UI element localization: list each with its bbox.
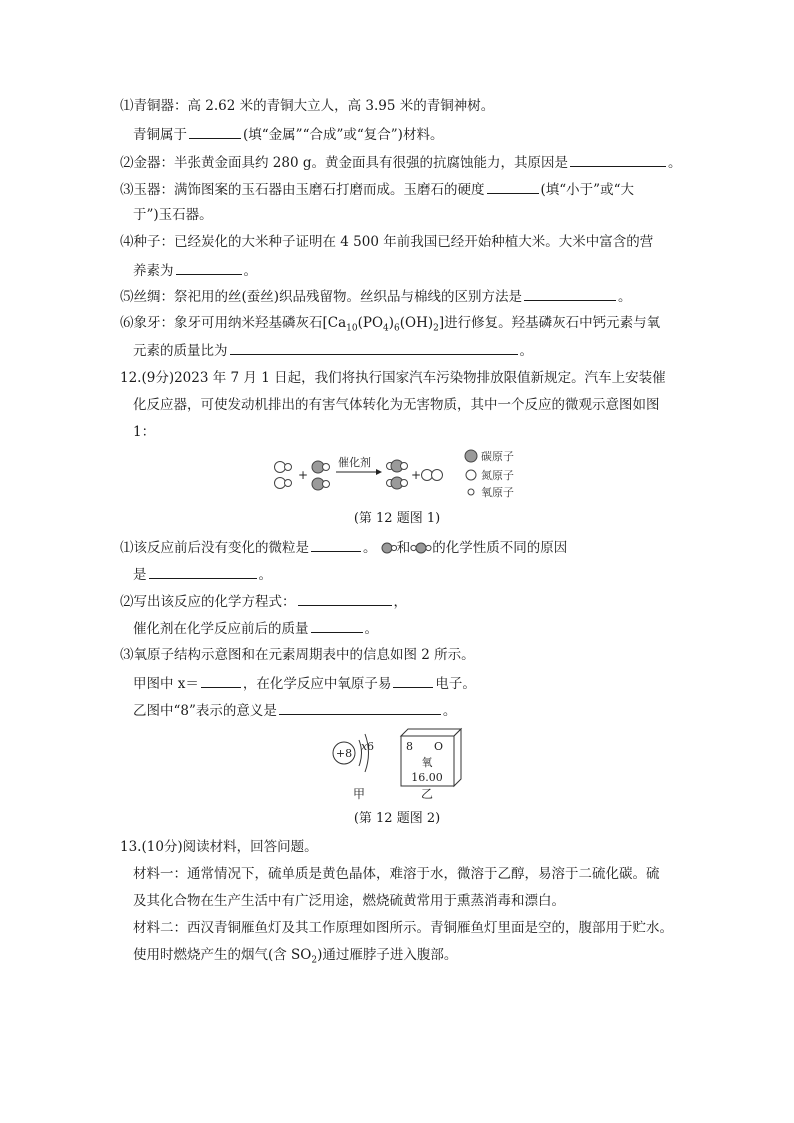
co2-molecule-icon [410,542,432,554]
product-co2-molecule-1 [387,460,408,472]
q12-intro-line3: 1： [133,424,156,440]
q13-material1-line1: 材料一：通常情况下，硫单质是黄色晶体，难溶于水，微溶于乙醇，易溶于二硫化碳。硫 [133,866,660,882]
shell-electron-x: x [361,740,368,753]
q13-material2-line1: 材料二：西汉青铜雁鱼灯及其工作原理如图所示。青铜雁鱼灯里面是空的，腹部用于贮水。 [133,920,673,936]
catalyst-label: 催化剂 [338,456,371,469]
figure-label-jia: 甲 [352,787,366,801]
q11-part6-line2: 元素的质量比为 。 [133,340,533,361]
element-symbol: O [434,740,444,753]
q12-sub2-line1: ⑵写出该反应的化学方程式： ， [120,591,407,612]
reactant-co-molecule-2 [312,478,330,490]
plus-sign: + [411,468,422,482]
q12-sub3-line1: ⑶氧原子结构示意图和在元素周期表中的信息如图 2 所示。 [120,647,475,663]
q12-sub1-line2: 是 。 [133,564,272,585]
q12-sub3-line2: 甲图中 x＝ ，在化学反应中氧原子易 电子。 [133,673,476,694]
carbon-atom-legend-icon [465,450,477,462]
q11-part6-line1: ⑹象牙：象牙可用纳米羟基磷灰石$[Ca_{10}(PO_4)_6(OH)_2]$进行修复。羟基磷灰石中钙元素与氧 [120,315,661,334]
answer-blank[interactable] [524,286,616,301]
answer-blank[interactable] [201,673,241,688]
q11-part5: ⑸丝绸：祭祀用的丝(蚕丝)织品残留物。丝织品与棉线的区别方法是 。 [120,286,632,307]
legend-nitrogen-label: 氮原子 [481,469,514,482]
figure1-caption: (第 12 题图 1) [353,511,441,526]
legend-oxygen-label: 氧原子 [481,486,514,499]
answer-blank[interactable] [176,260,242,275]
figure-label-yi: 乙 [420,787,434,801]
answer-blank[interactable] [570,152,666,167]
q11-part4-line1: ⑷种子：已经炭化的大米种子证明在 4 500 年前我国已经开始种植大米。大米中富含的营 [120,234,654,250]
reaction-diagram [270,448,530,504]
reactant-co-molecule-1 [312,461,330,473]
q11-part1-line2: 青铜属于 (填“金属”“合成”或“复合”)材料。 [133,124,443,145]
q13-intro: 13.(10分)阅读材料，回答问题。 [120,839,318,855]
periodic-table-cell-oxygen [396,726,466,808]
shell-electron-count: 6 [367,740,374,753]
co-molecule-icon [381,542,397,554]
nucleus-charge: +8 [335,747,353,760]
arrow-head [376,469,382,475]
answer-blank[interactable] [311,618,363,633]
element-name: 氧 [421,756,433,769]
atomic-mass: 16.00 [411,771,443,784]
atomic-number: 8 [406,740,413,753]
answer-blank[interactable] [279,700,441,715]
nitrogen-atom-legend-icon [466,470,476,480]
q12-sub1-line1: ⑴该反应前后没有变化的微粒是 。 和 的化学性质不同的原因 [120,537,567,558]
q12-intro-line2: 化反应器，可使发动机排出的有害气体转化为无害物质，其中一个反应的微观示意图如图 [133,397,660,413]
figure2-caption: (第 12 题图 2) [353,811,441,826]
oxygen-atom-structure-diagram [330,728,390,808]
q12-sub2-line2: 催化剂在化学反应前后的质量 。 [133,618,378,639]
q12-intro-line1: 12.(9分)2023 年 7 月 1 日起，我们将执行国家汽车污染物排放限值新规定。汽车上安装催 [120,370,666,386]
oxygen-atom-legend-icon [468,489,474,495]
reactant-no-molecule-1 [275,462,292,473]
reactant-no-molecule-2 [275,478,292,489]
product-n2-molecule [422,470,443,481]
plus-sign: + [298,468,309,482]
q11-part4-line2: 养素为 。 [133,260,257,281]
q11-part3-line2: 于”)玉石器。 [133,207,213,223]
answer-blank[interactable] [487,179,539,194]
q11-part1-line1: ⑴青铜器：高 2.62 米的青铜大立人，高 3.95 米的青铜神树。 [120,98,495,114]
product-co2-molecule-2 [387,477,408,489]
q13-material1-line2: 及其化合物在生产生活中有广泛用途，燃烧硫黄常用于熏蒸消毒和漂白。 [133,893,565,909]
legend-carbon-label: 碳原子 [481,450,514,463]
q13-material2-line2: 使用时燃烧产生的烟气(含 $SO_2$)通过雁脖子进入腹部。 [133,947,458,966]
q11-part3-line1: ⑶玉器：满饰图案的玉石器由玉磨石打磨而成。玉磨石的硬度 (填“小于”或“大 [120,179,634,200]
q12-sub3-line3: 乙图中“8”表示的意义是 。 [133,700,456,721]
answer-blank[interactable] [189,124,241,139]
answer-blank[interactable] [149,564,257,579]
q11-part2: ⑵金器：半张黄金面具约 280 g。黄金面具有很强的抗腐蚀能力，其原因是 。 [120,152,682,173]
answer-blank[interactable] [311,537,361,552]
answer-blank[interactable] [298,591,392,606]
answer-blank[interactable] [230,340,518,355]
answer-blank[interactable] [393,673,433,688]
